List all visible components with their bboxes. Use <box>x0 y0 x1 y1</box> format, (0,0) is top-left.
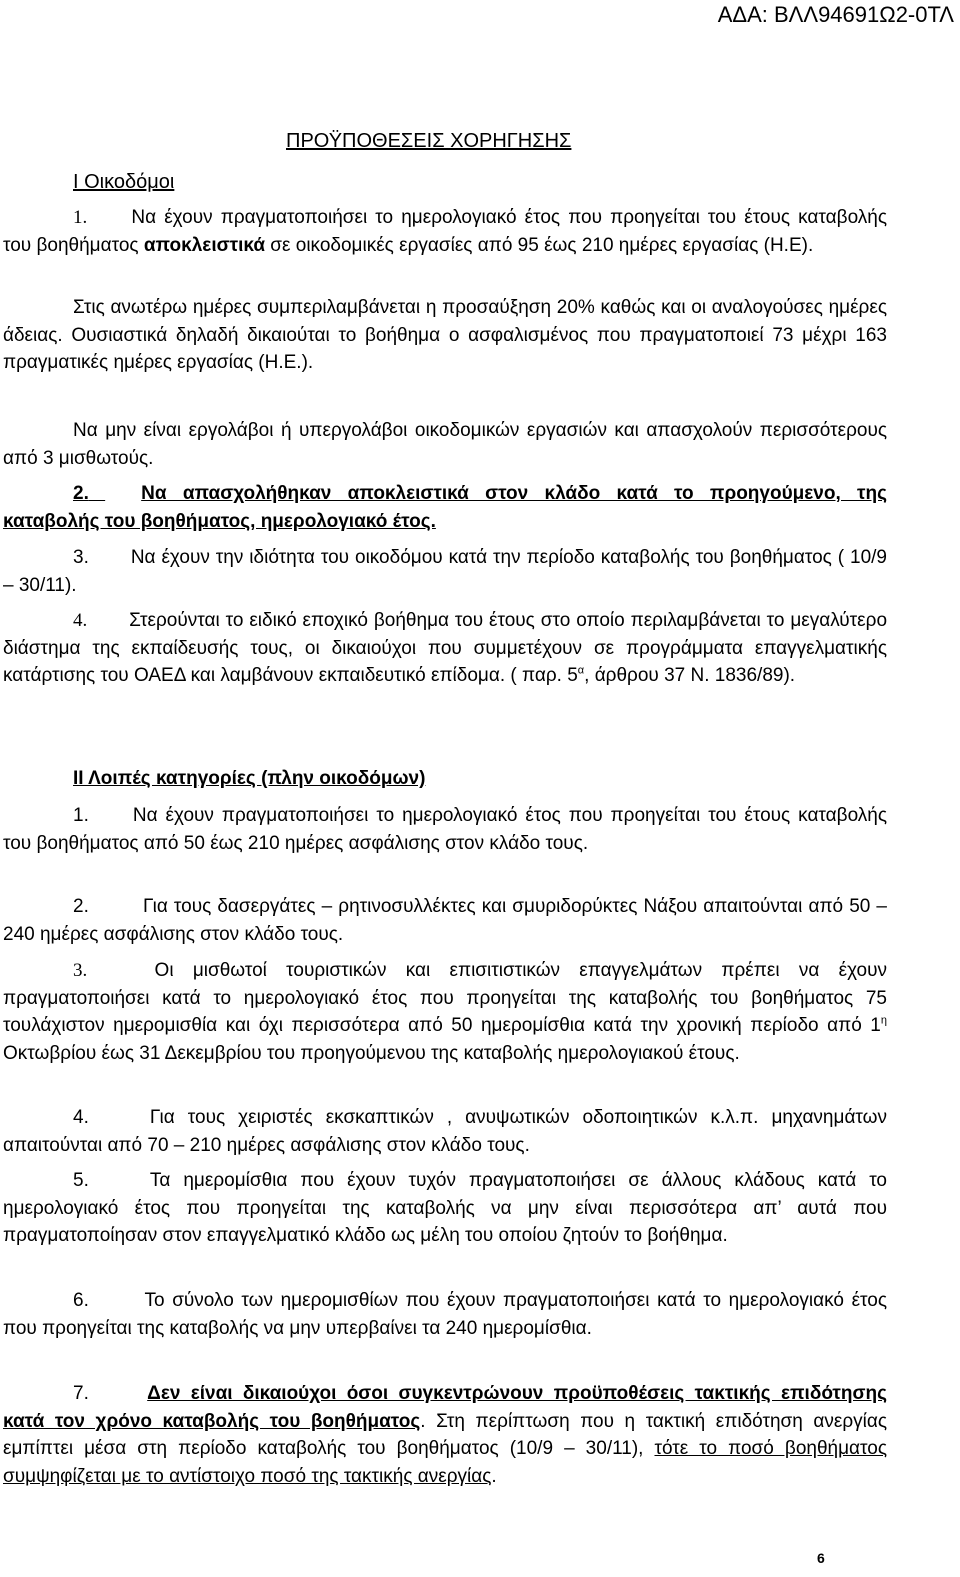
item-number: 3. <box>73 547 89 568</box>
underlined-text: τότε το ποσό βοηθήματος συμψηφίζεται με το αντίστοιχο ποσό της τακτικής ανεργίας <box>3 1438 887 1487</box>
item-number: 4. <box>73 1107 89 1128</box>
section-1-paragraph-1-note: Στις ανωτέρω ημέρες συμπεριλαμβάνεται η προσαύξηση 20% καθώς και οι αναλογούσες ημέρες άδειας. Ουσιαστικά δηλαδή δικαιούται το βοήθημα ο ασφαλισμένος που πραγματοποιεί 73 μέχρι 163 πραγματικές ημέρες εργασίας (Η.Ε.). <box>3 297 887 373</box>
item-number: 2. <box>73 896 89 917</box>
section-1-paragraph-1: 1. Να έχουν πραγματοποιήσει το ημερολογιακό έτος που προηγείται του έτους καταβολής του βοηθήματος αποκλειστικά σε οικοδομικές εργασίες από 95 έως 210 ημέρες εργασίας (Η.Ε). <box>3 207 887 256</box>
section-2-paragraph-1: 1. Να έχουν πραγματοποιήσει το ημερολογιακό έτος που προηγείται του έτους καταβολής του βοηθήματος από 50 έως 210 ημέρες ασφάλισης στον κλάδο τους. <box>3 805 888 854</box>
section-2-paragraph-6: 6. Το σύνολο των ημερομισθίων που έχουν πραγματοποιήσει κατά το ημερολογιακό έτος που προηγείται της καταβολής να μην υπερβαίνει τα 240 ημερομίσθια. <box>3 1290 887 1339</box>
item-number: 4. <box>73 610 88 631</box>
emphasis-text: Δεν είναι δικαιούχοι όσοι συγκεντρώνουν προϋποθέσεις τακτικής επιδότησης κατά τον χρόνο καταβολής του βοηθήματος <box>3 1383 887 1432</box>
section-1-paragraph-4: 4. Στερούνται το ειδικό εποχικό βοήθημα του έτους στο οποίο περιλαμβάνεται το μεγαλύτερο διάστημα της εκπαίδευσής τους, οι δικαιούχοι που συμμετέχουν σε προγράμματα επαγγελματικής κατάρτισης του ΟΑΕΔ και λαμβάνουν εκπαιδευτικό επίδομα. ( παρ. $5^\alpha$, άρθρου 37 Ν. 1836/89). <box>3 610 888 686</box>
section-2-paragraph-5: 5. Τα ημερομίσθια που έχουν τυχόν πραγματοποιήσει σε άλλους κλάδους κατά το ημερολογιακό έτος που προηγείται της καταβολής να μην είναι περισσότερα απ’ αυτά που πραγματοποίησαν στον επαγγελματικό κλάδο ως μέλη του οποίου ζητούν το βοήθημα. <box>3 1170 888 1246</box>
page-number: 6 <box>817 1550 825 1566</box>
item-number: 5. <box>73 1170 89 1191</box>
section-1-paragraph-2: 2. Να απασχολήθηκαν αποκλειστικά στον κλάδο κατά το προηγούμενο, της καταβολής του βοηθήματος, ημερολογιακό έτος. <box>3 483 887 532</box>
item-number: 6. <box>73 1290 89 1311</box>
section-2-paragraph-4: 4. Για τους χειριστές εκσκαπτικών , ανυψωτικών οδοποιητικών κ.λ.π. μηχανημάτων απαιτούνται από 70 – 210 ημέρες ασφάλισης στον κλάδο τους. <box>3 1107 887 1156</box>
item-number: 1. <box>73 805 89 826</box>
section-2-paragraph-7: 7. Δεν είναι δικαιούχοι όσοι συγκεντρώνουν προϋποθέσεις τακτικής επιδότησης κατά τον χρόνο καταβολής του βοηθήματος. Στη περίπτωση που η τακτική επιδότηση ανεργίας εμπίπτει μέσα στη περίοδο καταβολής του βοηθήματος (10/9 – 30/11), τότε το ποσό βοηθήματος συμψηφίζεται με το αντίστοιχο ποσό της τακτικής ανεργίας. <box>3 1383 887 1487</box>
section-1-heading: Ι Οικοδόμοι <box>73 171 175 193</box>
ada-code: ΑΔΑ: ΒΛΛ94691Ω2-0ΤΛ <box>717 2 954 27</box>
item-number: 2. <box>73 483 89 504</box>
section-2-heading: ΙΙ Λοιπές κατηγορίες (πλην οικοδόμων) <box>73 768 426 789</box>
item-number: 3. <box>73 960 88 981</box>
item-number: 7. <box>73 1383 89 1404</box>
document-title: ΠΡΟΫΠΟΘΕΣΕΙΣ ΧΟΡΗΓΗΣΗΣ <box>286 130 572 152</box>
section-1-paragraph-1-condition: Να μην είναι εργολάβοι ή υπεργολάβοι οικοδομικών εργασιών και απασχολούν περισσότερους από 3 μισθωτούς. <box>3 420 887 469</box>
section-1-paragraph-3: 3. Να έχουν την ιδιότητα του οικοδόμου κατά την περίοδο καταβολής του βοηθήματος ( 10/9 – 30/11). <box>3 547 887 596</box>
emphasis-text: αποκλειστικά <box>143 234 266 256</box>
item-number: 1. <box>73 207 88 228</box>
section-2-paragraph-3: 3. Οι μισθωτοί τουριστικών και επισιτιστικών επαγγελμάτων πρέπει να έχουν πραγματοποιήσει κατά το ημερολογιακό έτος που προηγείται της καταβολής του βοηθήματος 75 τουλάχιστον ημερομισθία και όχι περισσότερα από 50 ημερομίσθια κατά την χρονική περίοδο από $1^\eta$ Οκτωβρίου έως 31 Δεκεμβρίου του προηγούμενου της καταβολής ημερολογιακού έτους. <box>3 960 887 1064</box>
section-2-paragraph-2: 2. Για τους δασεργάτες – ρητινοσυλλέκτες και σμυριδορύκτες Νάξου απαιτούνται από 50 – 240 ημέρες ασφάλισης στον κλάδο τους. <box>3 896 887 945</box>
